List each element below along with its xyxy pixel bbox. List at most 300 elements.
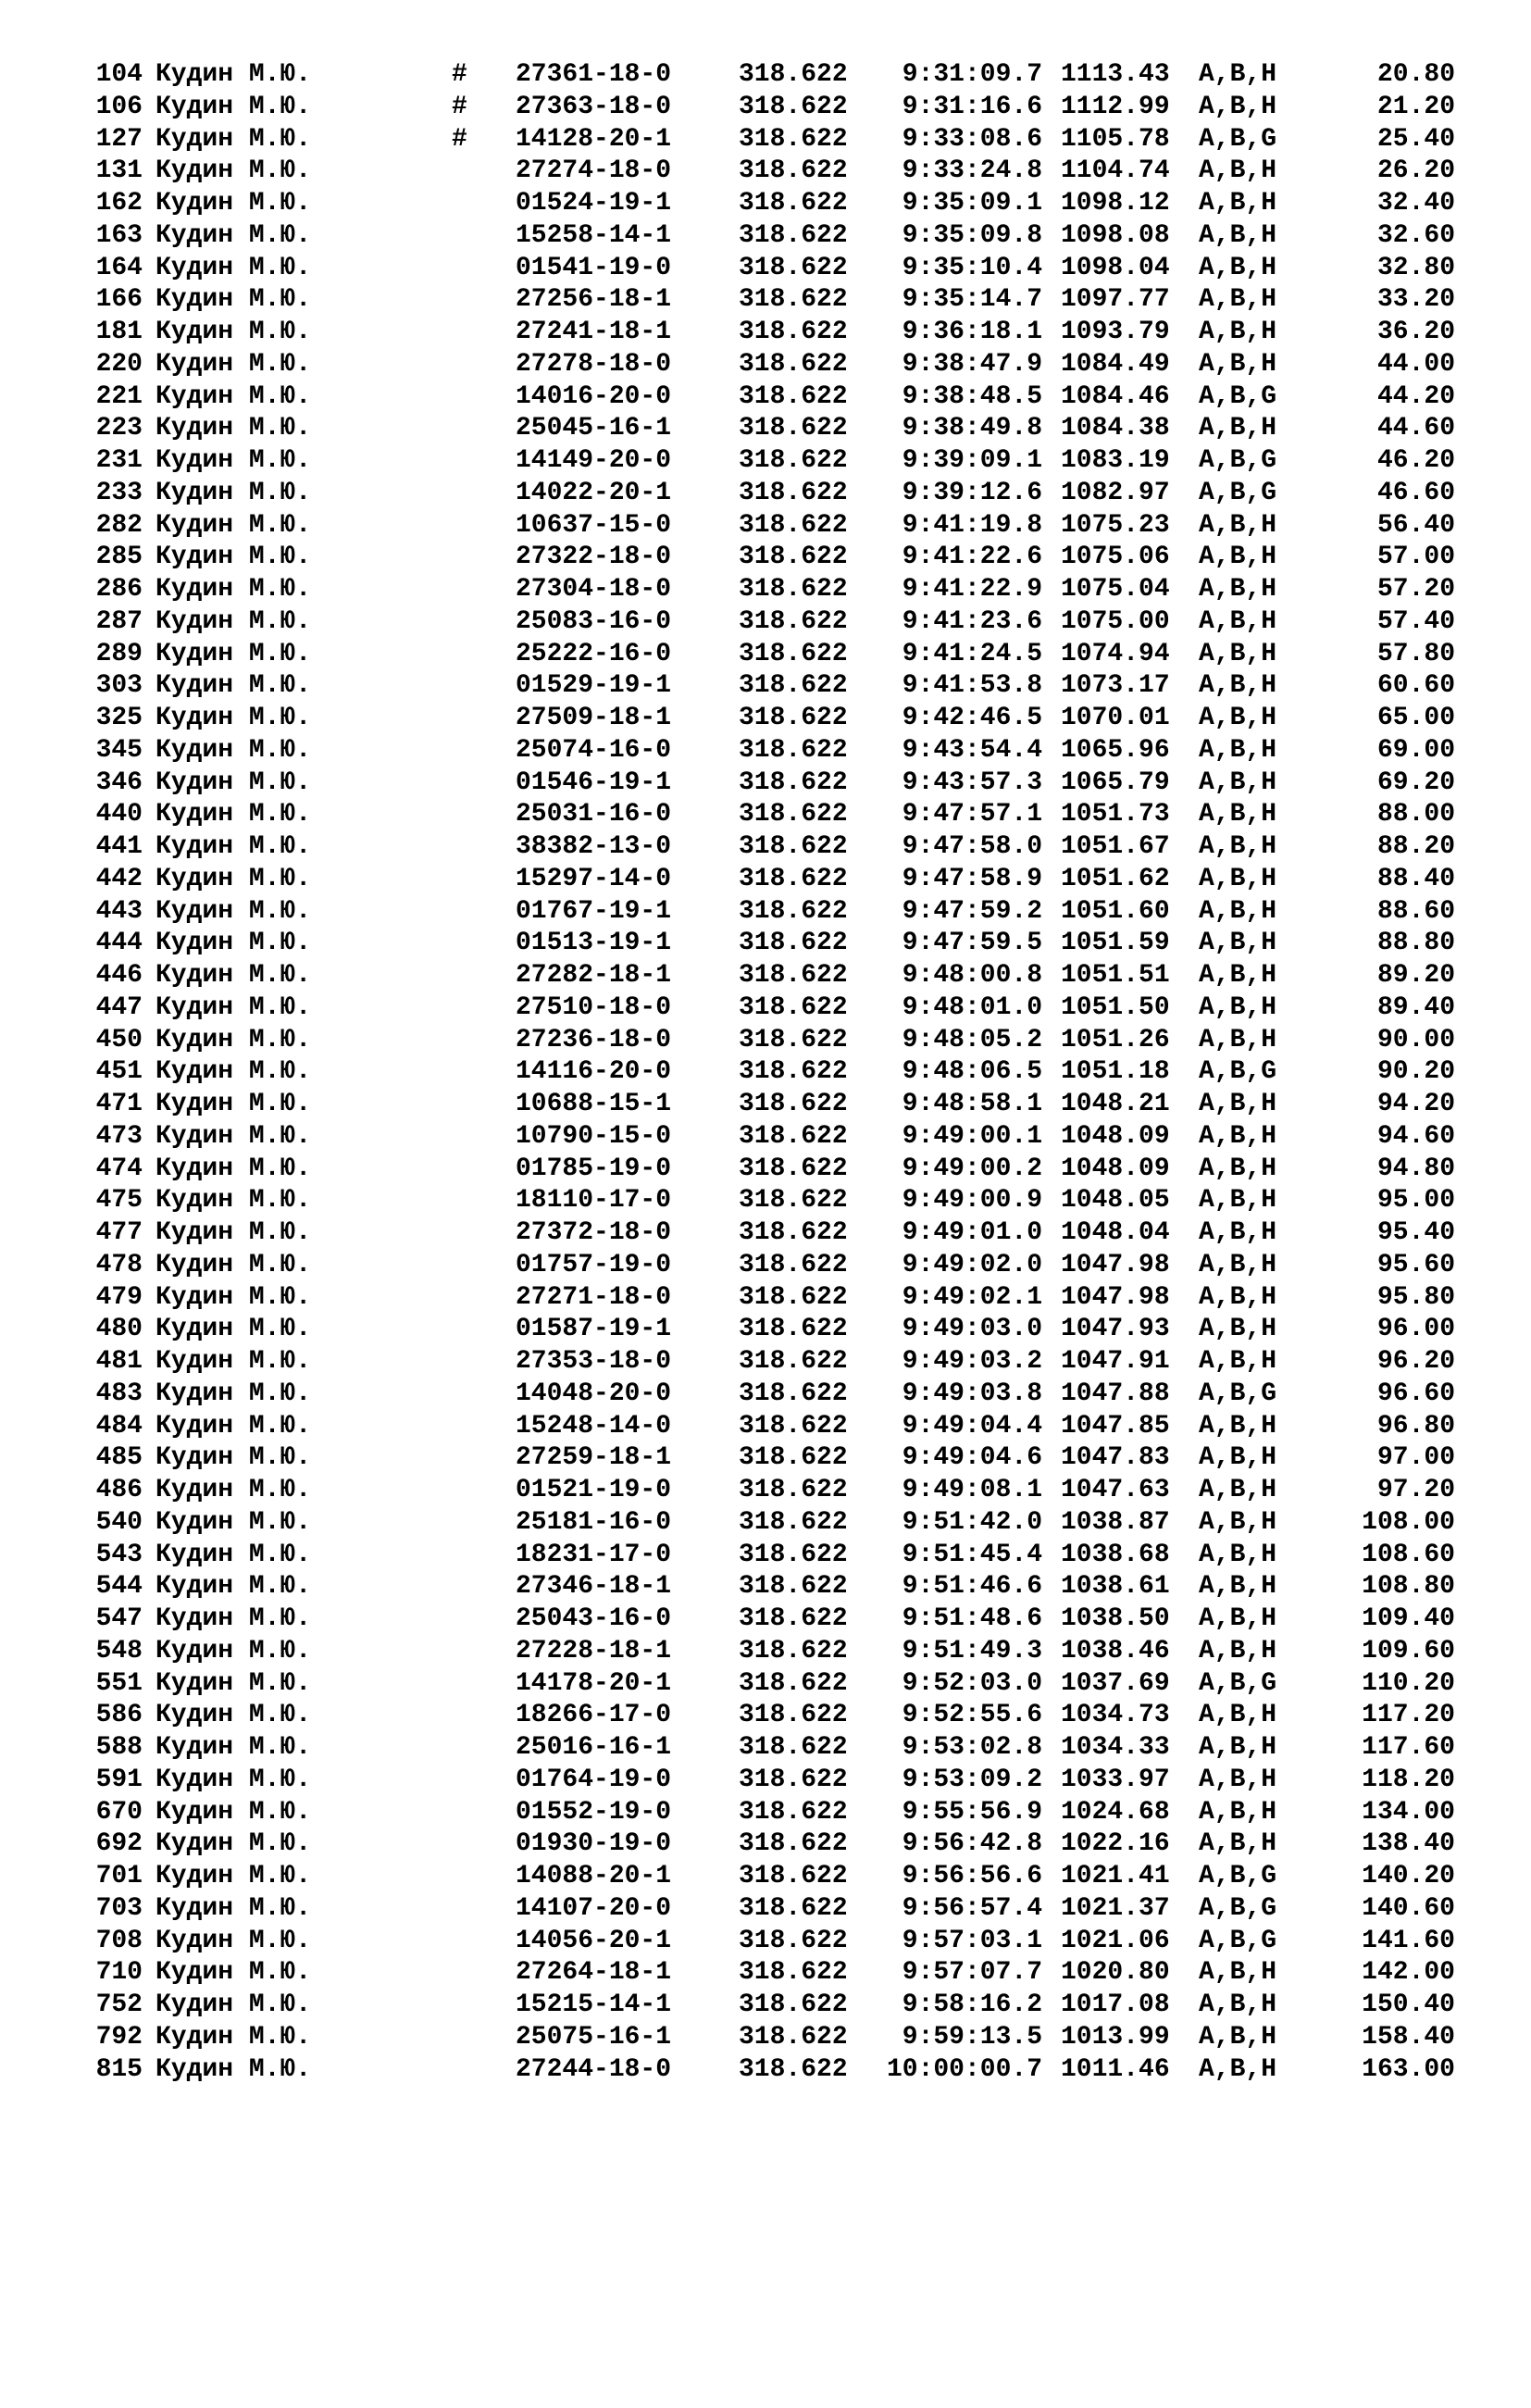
speed-cell: 1070.01 — [1061, 704, 1170, 732]
place-cell: 162 — [95, 189, 143, 218]
points-cell: 88.00 — [1376, 800, 1455, 830]
points-cell: 95.80 — [1376, 1282, 1455, 1312]
points-cell: 150.40 — [1362, 1990, 1455, 2019]
owner-name-cell: Кудин М.Ю. — [156, 1057, 312, 1087]
distance-cell: 318.622 — [739, 1347, 848, 1376]
category-cell: A,B,H — [1199, 1250, 1277, 1279]
distance-cell: 318.622 — [739, 1797, 848, 1827]
place-cell: 484 — [95, 1411, 143, 1441]
speed-cell: 1024.68 — [1061, 1797, 1170, 1827]
owner-name-cell: Кудин М.Ю. — [156, 1476, 312, 1504]
distance-cell: 318.622 — [739, 1958, 848, 1988]
place-cell: 485 — [95, 1443, 143, 1473]
speed-cell: 1098.04 — [1061, 253, 1170, 282]
category-cell: A,B,H — [1199, 1411, 1277, 1441]
speed-cell: 1051.59 — [1061, 929, 1170, 958]
ring-number-cell: 27361-18-0 — [516, 60, 672, 89]
table-row — [0, 799, 1531, 831]
ring-number-cell: 01529-19-1 — [516, 671, 672, 701]
table-row — [0, 703, 1531, 735]
ring-number-cell: 14016-20-0 — [516, 381, 672, 411]
arrival-time-cell: 9:48:05.2 — [902, 1025, 1042, 1054]
table-row — [0, 1089, 1531, 1121]
points-cell: 25.40 — [1376, 124, 1455, 154]
points-cell: 90.20 — [1376, 1057, 1455, 1087]
table-row — [0, 317, 1531, 349]
points-cell: 32.80 — [1376, 253, 1455, 282]
mark-cell: # — [452, 92, 467, 121]
owner-name-cell: Кудин М.Ю. — [156, 1893, 312, 1923]
ring-number-cell: 38382-13-0 — [516, 832, 672, 861]
points-cell: 96.20 — [1376, 1347, 1455, 1376]
table-row — [0, 1056, 1531, 1089]
ring-number-cell: 01552-19-0 — [516, 1797, 672, 1827]
distance-cell: 318.622 — [739, 381, 848, 411]
table-row — [0, 2054, 1531, 2087]
arrival-time-cell: 9:48:00.8 — [902, 961, 1042, 990]
owner-name-cell: Кудин М.Ю. — [156, 1121, 312, 1151]
category-cell: A,B,H — [1199, 1958, 1277, 1988]
place-cell: 282 — [95, 510, 143, 540]
category-cell: A,B,H — [1199, 1025, 1277, 1054]
speed-cell: 1047.88 — [1061, 1379, 1170, 1408]
place-cell: 548 — [95, 1636, 143, 1666]
category-cell: A,B,H — [1199, 671, 1277, 701]
points-cell: 108.60 — [1362, 1540, 1455, 1569]
place-cell: 443 — [95, 896, 143, 926]
speed-cell: 1113.43 — [1061, 60, 1170, 89]
place-cell: 231 — [95, 446, 143, 475]
distance-cell: 318.622 — [739, 1411, 848, 1441]
table-row — [0, 606, 1531, 639]
category-cell: A,B,G — [1199, 1862, 1277, 1890]
category-cell: A,B,H — [1199, 1733, 1277, 1762]
points-cell: 109.60 — [1362, 1636, 1455, 1666]
place-cell: 303 — [95, 671, 143, 701]
points-cell: 57.20 — [1376, 575, 1455, 604]
distance-cell: 318.622 — [739, 1121, 848, 1151]
distance-cell: 318.622 — [739, 992, 848, 1022]
distance-cell: 318.622 — [739, 1154, 848, 1183]
place-cell: 710 — [95, 1958, 143, 1988]
category-cell: A,B,G — [1199, 381, 1277, 411]
distance-cell: 318.622 — [739, 864, 848, 893]
distance-cell: 318.622 — [739, 1893, 848, 1923]
points-cell: 96.60 — [1376, 1379, 1455, 1408]
arrival-time-cell: 9:57:07.7 — [902, 1958, 1042, 1988]
distance-cell: 318.622 — [739, 767, 848, 797]
place-cell: 670 — [95, 1797, 143, 1827]
owner-name-cell: Кудин М.Ю. — [156, 2022, 312, 2052]
distance-cell: 318.622 — [739, 735, 848, 765]
owner-name-cell: Кудин М.Ю. — [156, 1572, 312, 1602]
owner-name-cell: Кудин М.Ю. — [156, 1797, 312, 1827]
place-cell: 289 — [95, 639, 143, 668]
owner-name-cell: Кудин М.Ю. — [156, 1990, 312, 2019]
distance-cell: 318.622 — [739, 1507, 848, 1537]
points-cell: 108.00 — [1362, 1507, 1455, 1537]
table-row — [0, 1507, 1531, 1540]
owner-name-cell: Кудин М.Ю. — [156, 1411, 312, 1441]
speed-cell: 1051.50 — [1061, 992, 1170, 1022]
place-cell: 471 — [95, 1090, 143, 1118]
place-cell: 473 — [95, 1121, 143, 1151]
arrival-time-cell: 9:52:03.0 — [902, 1668, 1042, 1698]
owner-name-cell: Кудин М.Ю. — [156, 1315, 312, 1344]
owner-name-cell: Кудин М.Ю. — [156, 1507, 312, 1537]
place-cell: 588 — [95, 1733, 143, 1762]
speed-cell: 1038.68 — [1061, 1540, 1170, 1569]
owner-name-cell: Кудин М.Ю. — [156, 704, 312, 732]
speed-cell: 1051.62 — [1061, 864, 1170, 893]
points-cell: 69.20 — [1376, 767, 1455, 797]
distance-cell: 318.622 — [739, 253, 848, 282]
table-row — [0, 542, 1531, 574]
category-cell: A,B,H — [1199, 2054, 1277, 2084]
speed-cell: 1048.09 — [1061, 1121, 1170, 1151]
category-cell: A,B,H — [1199, 864, 1277, 893]
arrival-time-cell: 9:48:06.5 — [902, 1057, 1042, 1087]
ring-number-cell: 01521-19-0 — [516, 1476, 672, 1504]
speed-cell: 1075.04 — [1061, 575, 1170, 604]
speed-cell: 1051.51 — [1061, 961, 1170, 990]
speed-cell: 1098.12 — [1061, 189, 1170, 218]
category-cell: A,B,H — [1199, 1218, 1277, 1247]
category-cell: A,B,G — [1199, 1926, 1277, 1955]
owner-name-cell: Кудин М.Ю. — [156, 446, 312, 475]
speed-cell: 1074.94 — [1061, 639, 1170, 668]
speed-cell: 1034.73 — [1061, 1701, 1170, 1730]
place-cell: 815 — [95, 2054, 143, 2084]
distance-cell: 318.622 — [739, 1476, 848, 1504]
points-cell: 94.20 — [1376, 1090, 1455, 1118]
speed-cell: 1038.50 — [1061, 1604, 1170, 1633]
category-cell: A,B,H — [1199, 60, 1277, 89]
place-cell: 792 — [95, 2022, 143, 2052]
place-cell: 233 — [95, 478, 143, 507]
owner-name-cell: Кудин М.Ю. — [156, 1443, 312, 1473]
distance-cell: 318.622 — [739, 704, 848, 732]
arrival-time-cell: 9:43:57.3 — [902, 767, 1042, 797]
ring-number-cell: 27510-18-0 — [516, 992, 672, 1022]
owner-name-cell: Кудин М.Ю. — [156, 1540, 312, 1569]
arrival-time-cell: 9:49:01.0 — [902, 1218, 1042, 1247]
category-cell: A,B,H — [1199, 1476, 1277, 1504]
speed-cell: 1048.04 — [1061, 1218, 1170, 1247]
ring-number-cell: 14116-20-0 — [516, 1057, 672, 1087]
arrival-time-cell: 9:49:00.1 — [902, 1121, 1042, 1151]
arrival-time-cell: 9:47:57.1 — [902, 800, 1042, 830]
table-row — [0, 510, 1531, 543]
distance-cell: 318.622 — [739, 60, 848, 89]
owner-name-cell: Кудин М.Ю. — [156, 1218, 312, 1247]
ring-number-cell: 27274-18-0 — [516, 156, 672, 186]
points-cell: 108.80 — [1362, 1572, 1455, 1602]
ring-number-cell: 14128-20-1 — [516, 124, 672, 154]
points-cell: 117.20 — [1362, 1701, 1455, 1730]
ring-number-cell: 10688-15-1 — [516, 1090, 672, 1118]
table-row — [0, 413, 1531, 445]
arrival-time-cell: 9:49:03.2 — [902, 1347, 1042, 1376]
arrival-time-cell: 9:55:56.9 — [902, 1797, 1042, 1827]
place-cell: 345 — [95, 735, 143, 765]
owner-name-cell: Кудин М.Ю. — [156, 1701, 312, 1730]
table-row — [0, 670, 1531, 703]
ring-number-cell: 25074-16-0 — [516, 735, 672, 765]
speed-cell: 1083.19 — [1061, 446, 1170, 475]
owner-name-cell: Кудин М.Ю. — [156, 1250, 312, 1279]
arrival-time-cell: 9:38:48.5 — [902, 381, 1042, 411]
owner-name-cell: Кудин М.Ю. — [156, 864, 312, 893]
speed-cell: 1093.79 — [1061, 318, 1170, 346]
points-cell: 60.60 — [1376, 671, 1455, 701]
owner-name-cell: Кудин М.Ю. — [156, 1186, 312, 1216]
points-cell: 32.60 — [1376, 220, 1455, 250]
distance-cell: 318.622 — [739, 639, 848, 668]
category-cell: A,B,H — [1199, 414, 1277, 443]
points-cell: 32.40 — [1376, 189, 1455, 218]
points-cell: 20.80 — [1376, 60, 1455, 89]
points-cell: 140.20 — [1362, 1862, 1455, 1890]
arrival-time-cell: 9:41:22.9 — [902, 575, 1042, 604]
points-cell: 89.20 — [1376, 961, 1455, 990]
place-cell: 483 — [95, 1379, 143, 1408]
table-row — [0, 735, 1531, 767]
category-cell: A,B,H — [1199, 1636, 1277, 1666]
category-cell: A,B,H — [1199, 318, 1277, 346]
owner-name-cell: Кудин М.Ю. — [156, 575, 312, 604]
place-cell: 586 — [95, 1701, 143, 1730]
category-cell: A,B,H — [1199, 639, 1277, 668]
distance-cell: 318.622 — [739, 1636, 848, 1666]
category-cell: A,B,G — [1199, 446, 1277, 475]
table-row — [0, 2022, 1531, 2054]
table-row — [0, 381, 1531, 414]
owner-name-cell: Кудин М.Ю. — [156, 929, 312, 958]
arrival-time-cell: 9:38:47.9 — [902, 349, 1042, 379]
table-row — [0, 253, 1531, 285]
arrival-time-cell: 9:48:01.0 — [902, 992, 1042, 1022]
table-row — [0, 1828, 1531, 1861]
arrival-time-cell: 9:38:49.8 — [902, 414, 1042, 443]
owner-name-cell: Кудин М.Ю. — [156, 124, 312, 154]
points-cell: 109.40 — [1362, 1604, 1455, 1633]
place-cell: 131 — [95, 156, 143, 186]
speed-cell: 1013.99 — [1061, 2022, 1170, 2052]
place-cell: 703 — [95, 1893, 143, 1923]
arrival-time-cell: 9:39:12.6 — [902, 478, 1042, 507]
place-cell: 540 — [95, 1507, 143, 1537]
mark-cell: # — [452, 124, 467, 154]
table-row — [0, 1154, 1531, 1186]
owner-name-cell: Кудин М.Ю. — [156, 478, 312, 507]
table-row — [0, 1379, 1531, 1411]
table-row — [0, 928, 1531, 960]
owner-name-cell: Кудин М.Ю. — [156, 1025, 312, 1054]
arrival-time-cell: 9:51:48.6 — [902, 1604, 1042, 1633]
table-row — [0, 1603, 1531, 1636]
table-row — [0, 1411, 1531, 1443]
arrival-time-cell: 9:56:42.8 — [902, 1829, 1042, 1859]
speed-cell: 1075.06 — [1061, 543, 1170, 572]
ring-number-cell: 25083-16-0 — [516, 606, 672, 636]
points-cell: 21.20 — [1376, 92, 1455, 121]
place-cell: 701 — [95, 1862, 143, 1890]
distance-cell: 318.622 — [739, 800, 848, 830]
owner-name-cell: Кудин М.Ю. — [156, 767, 312, 797]
ring-number-cell: 27353-18-0 — [516, 1347, 672, 1376]
ring-number-cell: 27271-18-0 — [516, 1282, 672, 1312]
points-cell: 88.40 — [1376, 864, 1455, 893]
category-cell: A,B,H — [1199, 704, 1277, 732]
ring-number-cell: 27228-18-1 — [516, 1636, 672, 1666]
arrival-time-cell: 9:35:10.4 — [902, 253, 1042, 282]
distance-cell: 318.622 — [739, 671, 848, 701]
arrival-time-cell: 9:33:24.8 — [902, 156, 1042, 186]
arrival-time-cell: 9:59:13.5 — [902, 2022, 1042, 2052]
place-cell: 692 — [95, 1829, 143, 1859]
table-row — [0, 1475, 1531, 1507]
place-cell: 442 — [95, 864, 143, 893]
arrival-time-cell: 9:51:46.6 — [902, 1572, 1042, 1602]
owner-name-cell: Кудин М.Ю. — [156, 543, 312, 572]
owner-name-cell: Кудин М.Ю. — [156, 156, 312, 186]
distance-cell: 318.622 — [739, 832, 848, 861]
ring-number-cell: 27304-18-0 — [516, 575, 672, 604]
ring-number-cell: 25222-16-0 — [516, 639, 672, 668]
speed-cell: 1051.73 — [1061, 800, 1170, 830]
table-row — [0, 1990, 1531, 2022]
arrival-time-cell: 9:56:57.4 — [902, 1893, 1042, 1923]
category-cell: A,B,H — [1199, 1572, 1277, 1602]
category-cell: A,B,H — [1199, 929, 1277, 958]
distance-cell: 318.622 — [739, 1218, 848, 1247]
distance-cell: 318.622 — [739, 929, 848, 958]
arrival-time-cell: 9:51:45.4 — [902, 1540, 1042, 1569]
points-cell: 110.20 — [1362, 1668, 1455, 1698]
place-cell: 346 — [95, 767, 143, 797]
category-cell: A,B,H — [1199, 1186, 1277, 1216]
table-row — [0, 1185, 1531, 1217]
ring-number-cell: 25043-16-0 — [516, 1604, 672, 1633]
table-row — [0, 831, 1531, 864]
place-cell: 474 — [95, 1154, 143, 1183]
table-row — [0, 1121, 1531, 1154]
place-cell: 479 — [95, 1282, 143, 1312]
category-cell: A,B,H — [1199, 1347, 1277, 1376]
distance-cell: 318.622 — [739, 961, 848, 990]
table-row — [0, 1314, 1531, 1346]
table-row — [0, 639, 1531, 671]
category-cell: A,B,H — [1199, 767, 1277, 797]
category-cell: A,B,H — [1199, 1154, 1277, 1183]
points-cell: 88.60 — [1376, 896, 1455, 926]
table-row — [0, 1861, 1531, 1893]
owner-name-cell: Кудин М.Ю. — [156, 1090, 312, 1118]
arrival-time-cell: 9:52:55.6 — [902, 1701, 1042, 1730]
speed-cell: 1065.79 — [1061, 767, 1170, 797]
owner-name-cell: Кудин М.Ю. — [156, 1282, 312, 1312]
arrival-time-cell: 9:31:16.6 — [902, 92, 1042, 121]
distance-cell: 318.622 — [739, 220, 848, 250]
owner-name-cell: Кудин М.Ю. — [156, 1604, 312, 1633]
arrival-time-cell: 9:47:59.2 — [902, 896, 1042, 926]
speed-cell: 1022.16 — [1061, 1829, 1170, 1859]
ring-number-cell: 01546-19-1 — [516, 767, 672, 797]
speed-cell: 1034.33 — [1061, 1733, 1170, 1762]
points-cell: 97.00 — [1376, 1443, 1455, 1473]
points-cell: 138.40 — [1362, 1829, 1455, 1859]
points-cell: 96.00 — [1376, 1315, 1455, 1344]
category-cell: A,B,H — [1199, 1282, 1277, 1312]
arrival-time-cell: 9:49:04.6 — [902, 1443, 1042, 1473]
owner-name-cell: Кудин М.Ю. — [156, 639, 312, 668]
arrival-time-cell: 9:49:02.1 — [902, 1282, 1042, 1312]
arrival-time-cell: 9:39:09.1 — [902, 446, 1042, 475]
category-cell: A,B,G — [1199, 478, 1277, 507]
category-cell: A,B,H — [1199, 220, 1277, 250]
ring-number-cell: 15258-14-1 — [516, 220, 672, 250]
owner-name-cell: Кудин М.Ю. — [156, 1379, 312, 1408]
arrival-time-cell: 9:41:19.8 — [902, 510, 1042, 540]
category-cell: A,B,H — [1199, 1990, 1277, 2019]
category-cell: A,B,H — [1199, 1604, 1277, 1633]
category-cell: A,B,H — [1199, 1829, 1277, 1859]
arrival-time-cell: 9:51:49.3 — [902, 1636, 1042, 1666]
place-cell: 544 — [95, 1572, 143, 1602]
arrival-time-cell: 9:58:16.2 — [902, 1990, 1042, 2019]
category-cell: A,B,H — [1199, 992, 1277, 1022]
distance-cell: 318.622 — [739, 189, 848, 218]
owner-name-cell: Кудин М.Ю. — [156, 1154, 312, 1183]
points-cell: 36.20 — [1376, 318, 1455, 346]
ring-number-cell: 27322-18-0 — [516, 543, 672, 572]
speed-cell: 1084.49 — [1061, 349, 1170, 379]
speed-cell: 1047.98 — [1061, 1250, 1170, 1279]
place-cell: 286 — [95, 575, 143, 604]
place-cell: 481 — [95, 1347, 143, 1376]
speed-cell: 1047.83 — [1061, 1443, 1170, 1473]
speed-cell: 1021.37 — [1061, 1893, 1170, 1923]
place-cell: 447 — [95, 992, 143, 1022]
ring-number-cell: 27236-18-0 — [516, 1025, 672, 1054]
place-cell: 163 — [95, 220, 143, 250]
distance-cell: 318.622 — [739, 575, 848, 604]
table-row — [0, 1700, 1531, 1732]
speed-cell: 1047.85 — [1061, 1411, 1170, 1441]
ring-number-cell: 01785-19-0 — [516, 1154, 672, 1183]
owner-name-cell: Кудин М.Ю. — [156, 1733, 312, 1762]
speed-cell: 1047.63 — [1061, 1476, 1170, 1504]
ring-number-cell: 15248-14-0 — [516, 1411, 672, 1441]
ring-number-cell: 25181-16-0 — [516, 1507, 672, 1537]
owner-name-cell: Кудин М.Ю. — [156, 671, 312, 701]
category-cell: A,B,H — [1199, 735, 1277, 765]
table-row — [0, 1571, 1531, 1603]
arrival-time-cell: 9:56:56.6 — [902, 1862, 1042, 1890]
points-cell: 97.20 — [1376, 1476, 1455, 1504]
owner-name-cell: Кудин М.Ю. — [156, 896, 312, 926]
category-cell: A,B,H — [1199, 285, 1277, 315]
points-cell: 163.00 — [1362, 2054, 1455, 2084]
owner-name-cell: Кудин М.Ю. — [156, 1829, 312, 1859]
points-cell: 94.60 — [1376, 1121, 1455, 1151]
arrival-time-cell: 9:49:03.8 — [902, 1379, 1042, 1408]
ring-number-cell: 10637-15-0 — [516, 510, 672, 540]
table-row — [0, 59, 1531, 92]
ring-number-cell: 27372-18-0 — [516, 1218, 672, 1247]
distance-cell: 318.622 — [739, 1604, 848, 1633]
